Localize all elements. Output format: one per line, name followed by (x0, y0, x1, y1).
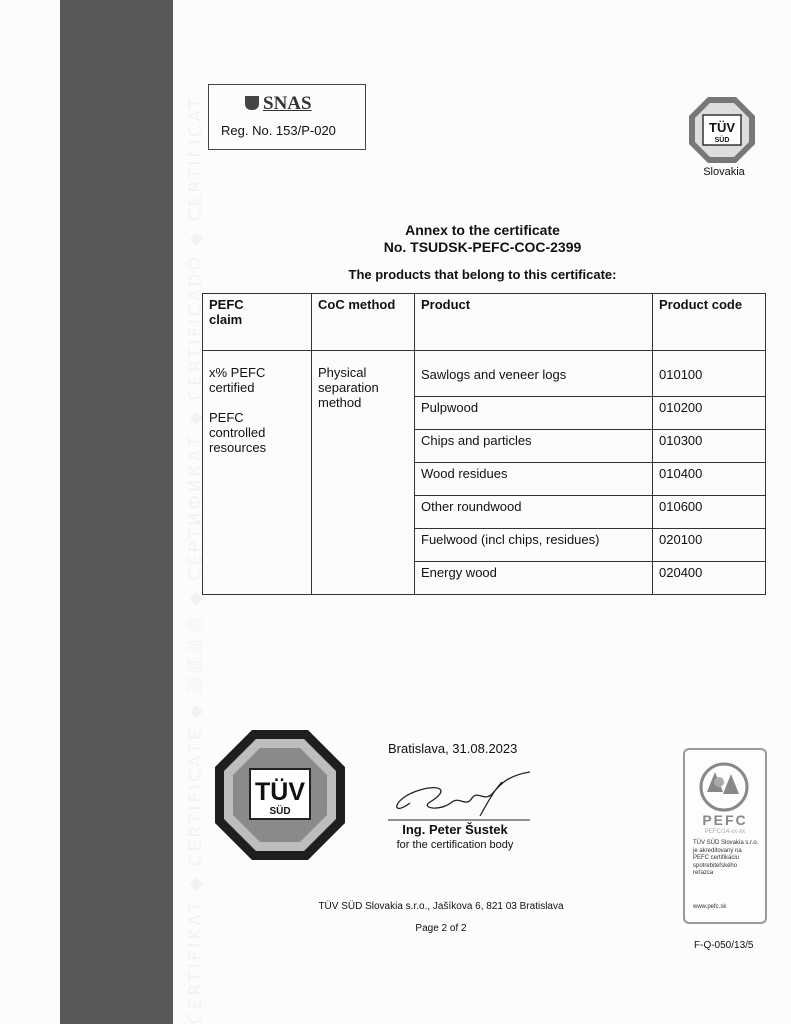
product-code-cell: 010600 (653, 496, 766, 529)
handwritten-signature (380, 768, 540, 828)
tuv-logo-bottom-text: SÜD (269, 806, 291, 817)
product-cell: Pulpwood (415, 397, 653, 430)
pefc-badge-text: TÜV SÜD Slovakia s.r.o. je akreditovaný na PEFC certifikáciu spotrebiteľského reťazca (693, 840, 759, 876)
pefc-title: PEFC (702, 812, 748, 828)
snas-accreditation-box (208, 84, 366, 150)
product-cell: Other roundwood (415, 496, 653, 529)
form-code: F-Q-050/13/5 (694, 940, 754, 951)
header-pefc-claim: PEFC claim (203, 294, 312, 351)
tuv-sud-small-logo (687, 95, 757, 165)
product-cell: Fuelwood (incl chips, residues) (415, 529, 653, 562)
product-code-cell: 010100 (653, 351, 766, 397)
header-product: Product (415, 294, 653, 351)
signer-role: for the certification body (396, 839, 514, 851)
side-band-text: CERTIFIKAT ◆ CERTIFICATE ◆ 認証証書 ◆ СЕРТИФИКАТ ◆ CERTIFICADO ◆ CERTIFICAT (186, 95, 206, 1024)
registration-number: Reg. No. 153/P-020 (221, 123, 336, 138)
product-code-cell: 010200 (653, 397, 766, 430)
page-number: Page 2 of 2 (415, 923, 467, 934)
products-table (202, 293, 766, 595)
product-cell: Chips and particles (415, 430, 653, 463)
pefc-claim-cell: x% PEFC certified PEFC controlled resources (203, 351, 312, 595)
snas-logo (245, 93, 312, 115)
product-cell: Wood residues (415, 463, 653, 496)
table-header-row (203, 294, 766, 351)
pefc-badge (683, 748, 767, 924)
header-product-code: Product code (653, 294, 766, 351)
company-address: TÜV SÜD Slovakia s.r.o., Jašíkova 6, 821 03 Bratislava (318, 901, 564, 912)
issue-date: Bratislava, 31.08.2023 (388, 741, 518, 756)
snas-logo-text: SNAS (263, 93, 312, 114)
certificate-side-band (60, 0, 206, 1024)
product-code-cell: 010300 (653, 430, 766, 463)
product-code-cell: 010400 (653, 463, 766, 496)
product-code-cell: 020100 (653, 529, 766, 562)
product-code-cell: 020400 (653, 562, 766, 595)
header-coc-method: CoC method (312, 294, 415, 351)
tuv-sud-seal-logo (213, 728, 347, 862)
product-cell: Sawlogs and veneer logs (415, 351, 653, 397)
product-cell: Energy wood (415, 562, 653, 595)
annex-title: Annex to the certificate (405, 222, 560, 238)
pefc-certified-code: PEFC/14-xx-xx (704, 829, 746, 835)
coc-method-cell: Physical separation method (312, 351, 415, 595)
products-subtitle: The products that belong to this certificate: (348, 267, 617, 282)
shield-icon (245, 96, 259, 110)
tuv-logo-top-text: TÜV (255, 778, 305, 806)
table-row (203, 351, 766, 397)
tuv-location: Slovakia (703, 166, 745, 178)
svg-text:SÜD: SÜD (714, 137, 730, 144)
pefc-tree-logo-icon (695, 762, 753, 812)
signer-name: Ing. Peter Šustek (402, 822, 508, 837)
pefc-url: www.pefc.sk (693, 904, 727, 910)
certificate-number: No. TSUDSK-PEFC-COC-2399 (383, 239, 582, 255)
svg-text:TÜV: TÜV (709, 120, 735, 135)
